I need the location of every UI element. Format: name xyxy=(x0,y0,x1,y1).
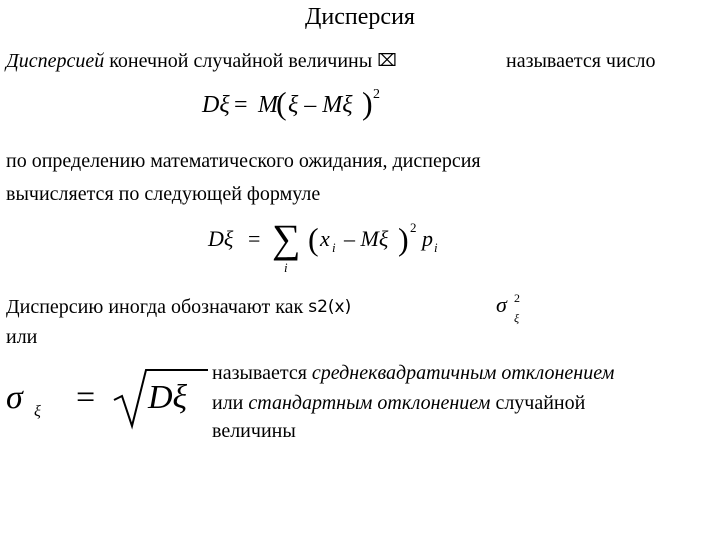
sum-formula-lhs: Dξ xyxy=(208,226,234,251)
sum-close-paren: ) xyxy=(398,221,409,257)
std-desc-random: случайной xyxy=(490,392,586,414)
missing-symbol-icon: ⌧ xyxy=(377,51,397,71)
std-dev-formula xyxy=(4,360,210,432)
sum-x-index: i xyxy=(332,240,336,255)
std-desc-line2 xyxy=(212,392,585,415)
std-subscript: ξ xyxy=(34,403,41,420)
notation-line xyxy=(6,296,351,319)
sum-p: p xyxy=(422,226,433,251)
formula-equals: = xyxy=(234,92,248,118)
formula-intro-line1: по определению математического ожидания, дисперсия xyxy=(6,150,481,172)
formula-M: M xyxy=(258,92,278,118)
sigma-subscript: ξ xyxy=(514,311,520,325)
std-desc-term2: стандартным отклонением xyxy=(248,392,491,414)
sum-exponent: 2 xyxy=(410,220,417,235)
variance-sum-formula xyxy=(204,216,454,278)
std-sigma: σ xyxy=(6,379,23,416)
std-desc-or: или xyxy=(212,392,249,414)
notation-text: Дисперсию иногда обозначают как xyxy=(6,296,304,318)
std-radicand: Dξ xyxy=(148,379,188,416)
sum-index: i xyxy=(284,260,288,275)
definition-tail: называется число xyxy=(506,50,656,72)
notation-symbol-icon: s2(x) xyxy=(308,297,352,317)
std-desc-plain: называется xyxy=(212,362,312,384)
formula-inner: ξ – Mξ xyxy=(288,92,353,118)
sum-x: x xyxy=(320,226,330,251)
sum-open-paren: ( xyxy=(308,221,319,257)
sum-formula-equals: = xyxy=(248,226,261,251)
std-desc-term1: среднеквадратичным отклонением xyxy=(311,362,615,384)
std-desc-line1 xyxy=(212,362,614,385)
sigma-exponent: 2 xyxy=(514,291,520,305)
definition-line xyxy=(6,50,397,73)
definition-term: Дисперсией xyxy=(6,50,105,72)
formula-intro-line2: вычисляется по следующей формуле xyxy=(6,183,321,205)
formula-exponent: 2 xyxy=(373,87,380,102)
formula-open-paren: ( xyxy=(276,85,287,121)
sum-sign: ∑ xyxy=(272,216,301,261)
or-word: или xyxy=(6,326,38,348)
sum-minus-mean: – Mξ xyxy=(344,226,389,251)
sigma-squared xyxy=(494,286,534,328)
sigma-symbol: σ xyxy=(496,292,507,317)
formula-close-paren: ) xyxy=(362,85,373,121)
formula-lhs: Dξ xyxy=(202,92,230,118)
std-equals: = xyxy=(76,379,96,416)
std-desc-line3: величины xyxy=(212,420,296,442)
variance-formula xyxy=(196,84,396,124)
sum-p-index: i xyxy=(434,240,438,255)
definition-text: конечной случайной величины xyxy=(104,50,373,72)
slide-title: Дисперсия xyxy=(305,4,415,30)
